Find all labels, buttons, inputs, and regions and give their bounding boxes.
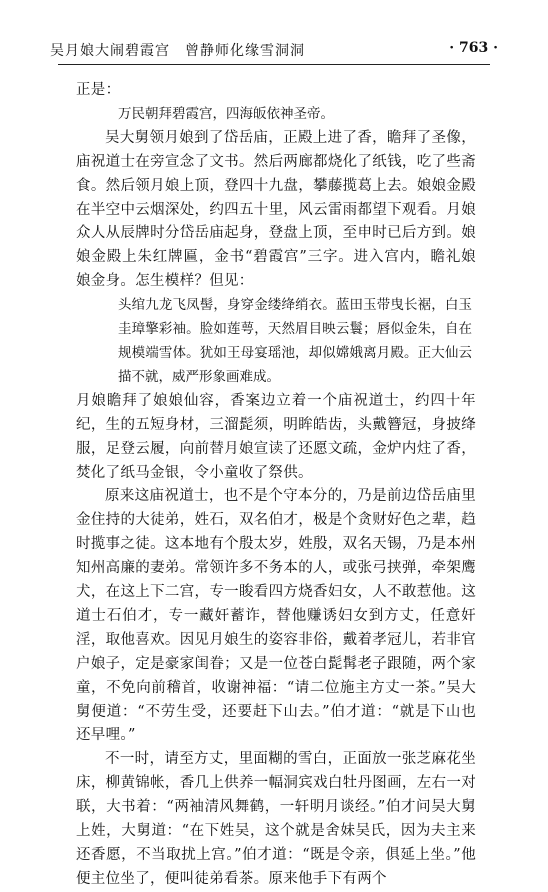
intro-line: 正是：: [76, 82, 121, 98]
paragraph-2: 月娘瞻拜了娘娘仙容，香案边立着一个庙祝道士，约四十年纪，生的五短身材，三溜髭须，明眸皓齿，头戴簪冠，身披绛服，足登云履，向前替月娘宣读了还愿文疏，金炉内炷了香，焚化了纸马金银，令小童收了祭供。: [76, 392, 476, 481]
page-number: · 763 ·: [449, 40, 498, 56]
page-header: [50, 40, 498, 60]
paragraph-4: 不一时，请至方丈，里面糊的雪白，正面放一张芝麻花坐床，柳黄锦帐，香几上供养一幅洞宾戏白牡丹图画，左右一对联，大书着：“两袖清风舞鹤，一轩明月谈经。”伯才问吴大舅上姓，大舅道：“在下姓吴，这个就是舍妹吴氏，因为夫主来还香愿，不当取扰上宫。”伯才道：“既是令亲，俱延上坐。”他便主位坐了，便叫徒弟看茶。原来他手下有两个: [76, 751, 476, 887]
paragraph-1: 吴大舅领月娘到了岱岳庙，正殿上进了香，瞻拜了圣像，庙祝道士在旁宣念了文书。然后两廊都烧化了纸钱，吃了些斋食。然后领月娘上顶，登四十九盘，攀藤揽葛上去。娘娘金殿在半空中云烟深处，约四五十里，风云雷雨都望下观看。月娘众人从辰牌时分岱岳庙起身，登盘上顶，至申时已后方到。娘娘金殿上朱红牌匾，金书“碧霞宫”三字。进入宫内，瞻礼娘娘金身。怎生模样？但见：: [76, 129, 476, 290]
page-body: [76, 79, 476, 892]
verse-block: 头绾九龙飞凤髻，身穿金缕绛绡衣。蓝田玉带曳长裾，白玉圭璋擎彩袖。脸如莲萼，天然眉目映云鬟；唇似金朱，自在规模端雪体。犹如王母宴瑶池，却似嫦娥离月殿。正大仙云描不就，威严形象画难成。: [118, 297, 472, 385]
paragraph-3: 原来这庙祝道士，也不是个守本分的，乃是前边岱岳庙里金住持的大徒弟，姓石，双名伯才，极是个贪财好色之辈，趋时揽事之徒。这本地有个殷太岁，姓殷，双名天锡，乃是本州知州高廉的妻弟。常领许多不务本的人，或张弓挟弹，牵架鹰犬，在这上下二宫，专一睃看四方烧香妇女，人不敢惹他。这道士石伯才，专一藏奸蓄诈，替他赚诱妇女到方丈，任意奸淫，取他喜欢。因见月娘生的姿容非俗，戴着孝冠儿，若非官户娘子，定是豪家闺眷；又是一位苍白髭髯老子跟随，两个家童，不免向前稽首，收谢神福：“请二位施主方丈一茶。”吴大舅便道：“不劳生受，还要赶下山去。”伯才道：“就是下山也还早哩。”: [76, 488, 476, 744]
couplet: 万民朝拜碧霞宫，四海皈依神圣帝。: [118, 105, 334, 122]
running-title: 吴月娘大闹碧霞宫 曾静师化缘雪洞洞: [50, 43, 305, 59]
header-rule: [58, 64, 490, 65]
